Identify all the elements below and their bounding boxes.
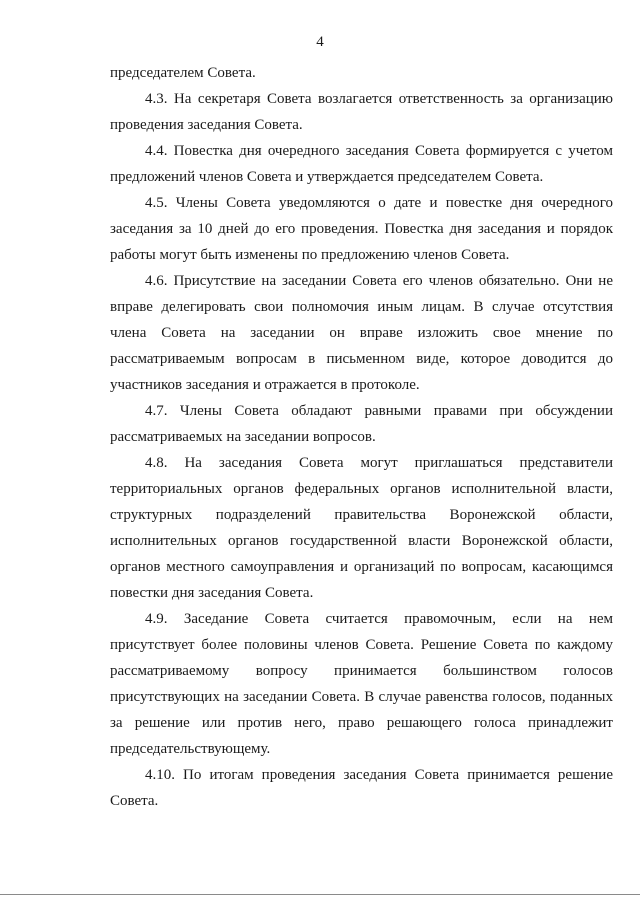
paragraph-line: 4.4. Повестка дня очередного заседания Совета формируется с учетом [145, 143, 613, 159]
page-bottom-rule [0, 894, 640, 895]
paragraph-4-8 [110, 450, 613, 606]
paragraph-line: 4.5. Члены Совета уведомляются о дате и повестке дня очередного [145, 195, 613, 211]
paragraph-line: исполнительных органов государственной власти Воронежской области, [110, 533, 613, 549]
paragraph-line: присутствует более половины членов Совета. Решение Совета по каждому [110, 637, 613, 653]
paragraph-line: предложений членов Совета и утверждается председателем Совета. [110, 169, 544, 185]
paragraph-4-4 [110, 138, 613, 190]
paragraph-line: председательствующему. [110, 741, 271, 757]
paragraph-line: работы могут быть изменены по предложению членов Совета. [110, 247, 510, 263]
paragraph-line: территориальных органов федеральных органов исполнительной власти, [110, 481, 613, 497]
paragraph-line: присутствующих на заседании Совета. В случае равенства голосов, поданных [110, 689, 613, 705]
paragraph-line: повестки дня заседания Совета. [110, 585, 314, 601]
paragraph-line: за решение или против него, право решающего голоса принадлежит [110, 715, 613, 731]
paragraph-line: 4.9. Заседание Совета считается правомочным, если на нем [145, 611, 613, 627]
paragraph-line: Совета. [110, 793, 159, 809]
paragraph-line: 4.6. Присутствие на заседании Совета его членов обязательно. Они не [145, 273, 613, 289]
paragraph-4-5 [110, 190, 613, 268]
paragraph-line: рассматриваемым вопросам в письменном виде, которое доводится до [110, 351, 613, 367]
paragraph-line: члена Совета на заседании он вправе изложить свое мнение по [110, 325, 613, 341]
paragraph-line: 4.8. На заседания Совета могут приглашаться представители [145, 455, 613, 471]
paragraph-line: структурных подразделений правительства Воронежской области, [110, 507, 613, 523]
paragraph-line: вправе делегировать свои полномочия иным лицам. В случае отсутствия [110, 299, 613, 315]
paragraph-4-6 [110, 268, 613, 398]
paragraph-line: 4.10. По итогам проведения заседания Совета принимается решение [145, 767, 613, 783]
paragraph-4-9 [110, 606, 613, 762]
paragraph-line: председателем Совета. [110, 65, 256, 81]
paragraph-continuation [110, 60, 613, 86]
paragraph-line: 4.3. На секретаря Совета возлагается ответственность за организацию [145, 91, 613, 107]
paragraph-line: 4.7. Члены Совета обладают равными правами при обсуждении [145, 403, 613, 419]
paragraph-4-10 [110, 762, 613, 814]
paragraph-line: проведения заседания Совета. [110, 117, 303, 133]
paragraph-line: органов местного самоуправления и организаций по вопросам, касающимся [110, 559, 613, 575]
document-body [110, 60, 613, 814]
paragraph-line: заседания за 10 дней до его проведения. Повестка дня заседания и порядок [110, 221, 613, 237]
paragraph-line: рассматриваемому вопросу принимается большинством голосов [110, 663, 613, 679]
paragraph-line: участников заседания и отражается в протоколе. [110, 377, 420, 393]
page-number: 4 [316, 34, 324, 50]
paragraph-line: рассматриваемых на заседании вопросов. [110, 429, 376, 445]
paragraph-4-7 [110, 398, 613, 450]
paragraph-4-3 [110, 86, 613, 138]
